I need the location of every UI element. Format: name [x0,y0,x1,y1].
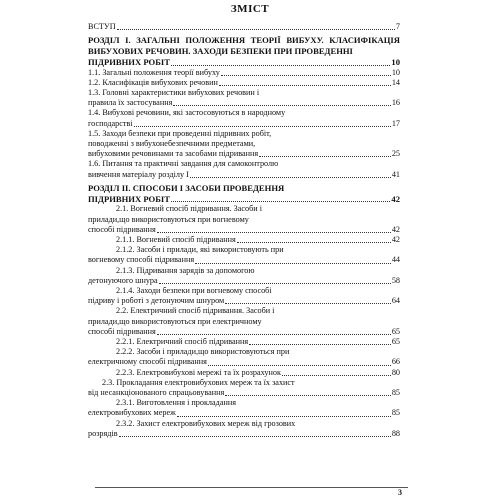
toc-entry [88,78,400,88]
toc-entry-line: 2.3.1. Виготовлення і прокладання [116,398,236,408]
toc-leader-dots [208,364,391,366]
toc-leader-dots [173,104,390,106]
toc-entry-title: ВСТУП [88,22,116,31]
toc-page-number: 10 [391,56,400,67]
toc-entry-line: 2.2. Електричний спосіб підривання. Засоби і [116,306,275,316]
toc-entry-title: вибуховими речовинами та засобами підривання [88,149,259,159]
toc-entry-line: 2.2.2. Засоби і прилади,що використовуються при [116,347,290,357]
toc-entry-title: 2.2.1. Електричний спосіб підривання [116,337,249,347]
toc-entry-line: 1.3. Головні характеристики вибухових речовин і [88,88,260,97]
toc-entry [88,204,400,235]
toc-entry-title: способі підривання [88,224,156,234]
toc-page-number: 7 [395,22,400,31]
toc-page-number: 14 [391,77,400,87]
toc-entry-line: 1.4. Вибухові речовини, які застосовуються в народному [88,108,286,118]
toc-entry-title: правила їх застосування [88,98,173,108]
toc-entry [88,22,400,32]
toc-page-number: 88 [391,428,400,438]
toc-entry-title: ПІДРИВНИХ РОБІТ [88,193,170,204]
toc-page-number: 10 [391,67,400,77]
toc-entry-line: 2.1.2. Засоби і прилади, які використовують при [116,245,284,255]
toc-leader-dots [134,125,391,127]
toc-entry-line: 1.6. Питання та практичні завдання для самоконтролю [88,159,279,169]
toc-entry [88,35,400,67]
toc-leader-dots [219,84,391,86]
toc-leader-dots [237,241,391,243]
table-of-contents [88,22,400,439]
toc-leader-dots [225,302,391,304]
toc-leader-dots [171,200,390,202]
toc-entry [88,159,400,179]
toc-entry [88,419,400,439]
toc-leader-dots [195,262,391,264]
toc-page-number: 65 [391,326,400,336]
toc-leader-dots [282,374,391,376]
toc-entry [88,337,400,347]
toc-entry-line: 2.1.4. Заходи безпеки при вогневому способі [116,286,272,296]
toc-page-number: 44 [391,255,400,265]
toc-leader-dots [190,176,391,178]
toc-entry-line: 2.1. Вогневий спосіб підривання. Засоби і [116,204,263,214]
toc-entry-title: 2.2.3. Електровибухові мережі та їх розрахунок [116,367,281,377]
toc-entry-line: 1.5. Заходи безпеки при проведенні підривних робіт, [88,128,272,138]
toc-entry [88,108,400,128]
toc-entry-title: вивчення матеріалу розділу І [88,169,189,179]
footer-divider [95,487,408,488]
toc-leader-dots [225,394,391,396]
toc-page-number: 80 [391,367,400,377]
toc-entry-title: вогневому способі підривання [88,255,195,265]
toc-page-number: 85 [391,388,400,398]
toc-entry [88,183,400,205]
toc-page-number: 85 [391,408,400,418]
toc-entry [88,235,400,245]
toc-entry-title: способі підривання [88,326,156,336]
toc-leader-dots [221,74,391,76]
toc-entry [88,245,400,265]
toc-leader-dots [259,155,391,157]
toc-page-number: 66 [391,357,400,367]
page-title: ЗМІСТ [230,3,270,15]
toc-entry [88,129,400,160]
toc-leader-dots [177,415,391,417]
toc-entry-title: ПІДРИВНИХ РОБІТ [88,56,170,67]
toc-entry-title: господарстві [88,118,133,128]
toc-leader-dots [117,28,395,30]
toc-leader-dots [159,282,391,284]
toc-entry [88,88,400,108]
toc-leader-dots [249,343,391,345]
toc-entry-title: від несанкціонованого спрацьовування [88,388,225,398]
toc-entry-title: підриву і роботі з детонуючим шнуром [88,296,225,306]
toc-entry-line: РОЗДІЛ І. ЗАГАЛЬНІ ПОЛОЖЕННЯ ТЕОРІЇ ВИБУХУ. КЛАСИФІКАЦІЯ ВИБУХОВИХ РЕЧОВИН. ЗАХОДИ БЕЗПЕКИ ПРИ ПРОВЕДЕННІ [88,35,400,56]
toc-entry-title: 1.1. Загальні положення теорії вибуху [88,67,220,77]
toc-entry-title: розрядів [88,428,118,438]
toc-leader-dots [157,231,391,233]
toc-entry-title: 2.1.1. Вогневий спосіб підривання [116,235,236,245]
toc-entry-title: детонуючого шнура [88,275,158,285]
toc-page-number: 16 [391,98,400,108]
toc-entry-line: 2.3. Прокладання електровибухових мереж та їх захист [102,377,295,387]
toc-entry [88,306,400,337]
toc-entry [88,286,400,306]
toc-page-number: 42 [391,235,400,245]
toc-page-number: 17 [391,118,400,128]
toc-entry [88,368,400,378]
toc-entry-line: прилади,що використовуються при вогневому [88,214,249,224]
toc-page-number: 42 [391,224,400,234]
toc-entry-line: 2.1.3. Підривання зарядів за допомогою [116,265,255,275]
toc-page-number: 65 [391,337,400,347]
toc-leader-dots [157,333,391,335]
toc-page-number: 41 [391,169,400,179]
toc-page-number: 58 [391,275,400,285]
toc-entry [88,68,400,78]
toc-entry [88,347,400,367]
toc-page-number: 25 [391,149,400,159]
toc-entry-line: прилади,що використовуються при електричному [88,316,262,326]
toc-entry [88,398,400,418]
toc-page-number: 42 [391,193,400,204]
toc-leader-dots [119,435,391,437]
page-number: 3 [398,488,402,497]
toc-page-number: 64 [391,296,400,306]
toc-entry-line: поводженні з вибухонебезпечними предметами, [88,139,256,149]
toc-entry-line: 2.3.2. Захист електровибухових мереж від грозових [116,418,296,428]
toc-entry-title: електровибухових мереж [88,408,176,418]
toc-entry [88,266,400,286]
toc-entry-line: РОЗДІЛ ІІ. СПОСОБИ І ЗАСОБИ ПРОВЕДЕННЯ [88,182,285,193]
toc-entry [88,378,400,398]
toc-entry-title: 1.2. Класифікація вибухових речовин [88,77,218,87]
toc-entry-title: електричному способі підривання [88,357,207,367]
toc-leader-dots [171,64,390,66]
